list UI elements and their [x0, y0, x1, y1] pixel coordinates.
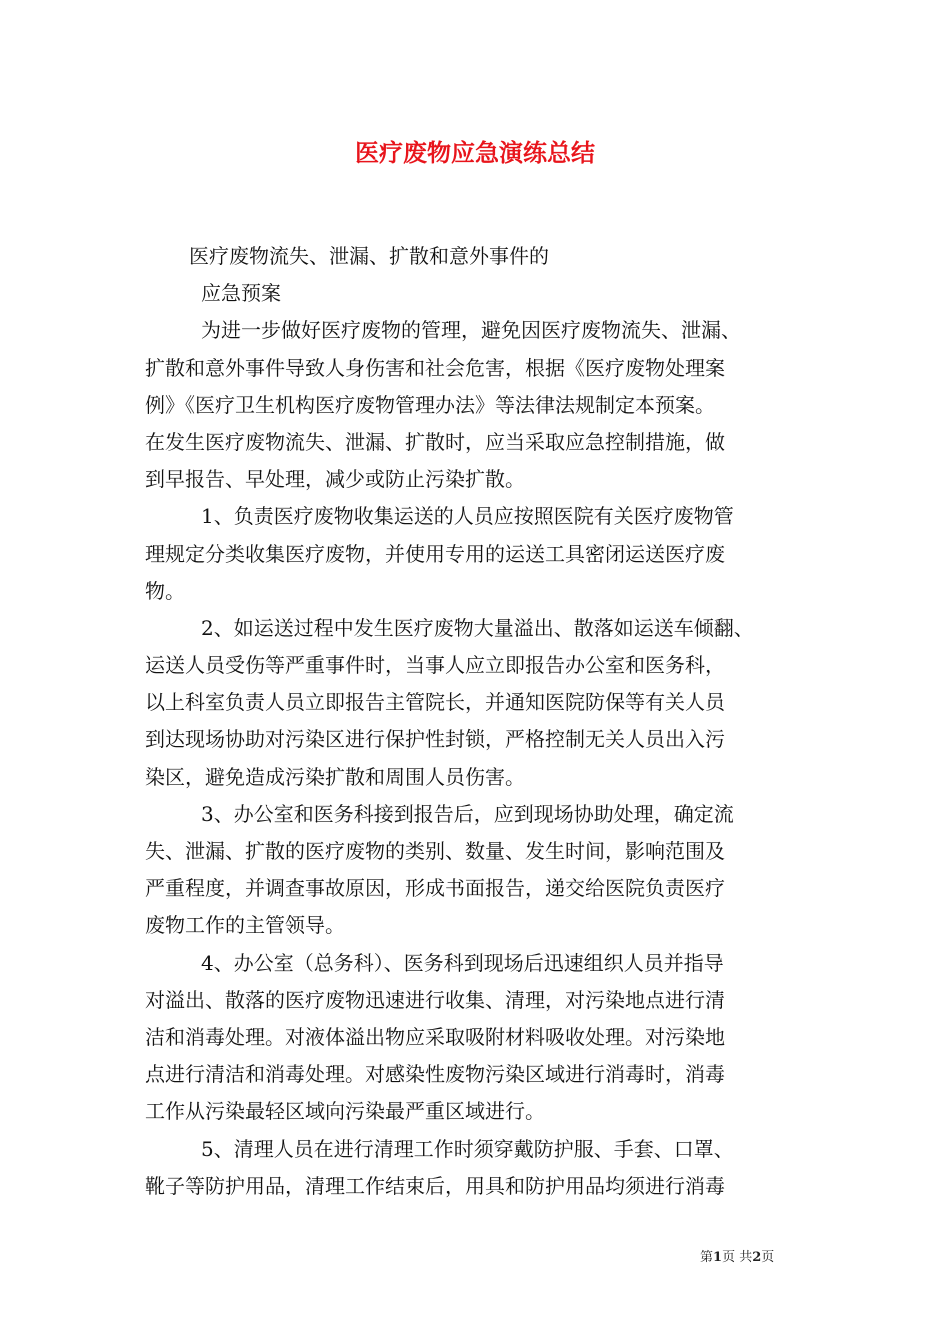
paragraph-line: 1、负责医疗废物收集运送的人员应按照医院有关医疗废物管 — [201, 504, 734, 529]
paragraph-line: 废物工作的主管领导。 — [145, 913, 345, 938]
paragraph-line: 在发生医疗废物流失、泄漏、扩散时，应当采取应急控制措施，做 — [145, 429, 725, 454]
paragraph-line: 到达现场协助对污染区进行保护性封锁，严格控制无关人员出入污 — [145, 727, 725, 752]
footer-current-page: 1 — [713, 1250, 723, 1265]
paragraph-line: 工作从污染最轻区域向污染最严重区域进行。 — [145, 1099, 545, 1124]
paragraph-line: 物。 — [145, 578, 185, 603]
paragraph-line: 染区，避免造成污染扩散和周围人员伤害。 — [145, 764, 525, 789]
document-title: 医疗废物应急演练总结 — [355, 138, 595, 167]
paragraph-line: 靴子等防护用品，清理工作结束后，用具和防护用品均须进行消毒 — [145, 1173, 725, 1198]
paragraph-line: 4、办公室（总务科）、医务科到现场后迅速组织人员并指导 — [201, 950, 724, 975]
footer-middle: 页 共 — [722, 1250, 753, 1265]
paragraph-line: 例》《医疗卫生机构医疗废物管理办法》等法律法规制定本预案。 — [145, 392, 715, 417]
footer-prefix: 第 — [700, 1250, 714, 1265]
paragraph-line: 到早报告、早处理，减少或防止污染扩散。 — [145, 467, 525, 492]
paragraph-line: 以上科室负责人员立即报告主管院长，并通知医院防保等有关人员 — [145, 690, 725, 715]
paragraph-line: 失、泄漏、扩散的医疗废物的类别、数量、发生时间，影响范围及 — [145, 839, 725, 863]
page-number-footer — [700, 1246, 810, 1265]
paragraph-line: 5、清理人员在进行清理工作时须穿戴防护服、手套、口罩、 — [201, 1136, 734, 1161]
paragraph-line: 扩散和意外事件导致人身伤害和社会危害，根据《医疗废物处理案 — [145, 355, 725, 380]
paragraph-line: 运送人员受伤等严重事件时，当事人应立即报告办公室和医务科， — [145, 653, 725, 678]
section-heading-line2: 应急预案 — [201, 281, 281, 306]
footer-total-pages: 2 — [752, 1250, 762, 1265]
document-body — [145, 238, 807, 1205]
paragraph-line: 点进行清洁和消毒处理。对感染性废物污染区域进行消毒时，消毒 — [145, 1062, 725, 1087]
paragraph-line: 严重程度，并调查事故原因，形成书面报告，递交给医院负责医疗 — [145, 876, 725, 901]
paragraph-line: 3、办公室和医务科接到报告后，应到现场协助处理，确定流 — [201, 801, 734, 826]
paragraph-line: 理规定分类收集医疗废物，并使用专用的运送工具密闭运送医疗废 — [145, 541, 725, 566]
footer-suffix: 页 — [761, 1250, 775, 1265]
paragraph-line: 2、如运送过程中发生医疗废物大量溢出、散落如运送车倾翻、 — [201, 615, 754, 640]
paragraph-line: 为进一步做好医疗废物的管理，避免因医疗废物流失、泄漏、 — [201, 318, 741, 343]
section-heading-line1: 医疗废物流失、泄漏、扩散和意外事件的 — [189, 244, 549, 268]
paragraph-line: 洁和消毒处理。对液体溢出物应采取吸附材料吸收处理。对污染地 — [145, 1024, 725, 1049]
paragraph-line: 对溢出、散落的医疗废物迅速进行收集、清理，对污染地点进行清 — [145, 987, 725, 1012]
